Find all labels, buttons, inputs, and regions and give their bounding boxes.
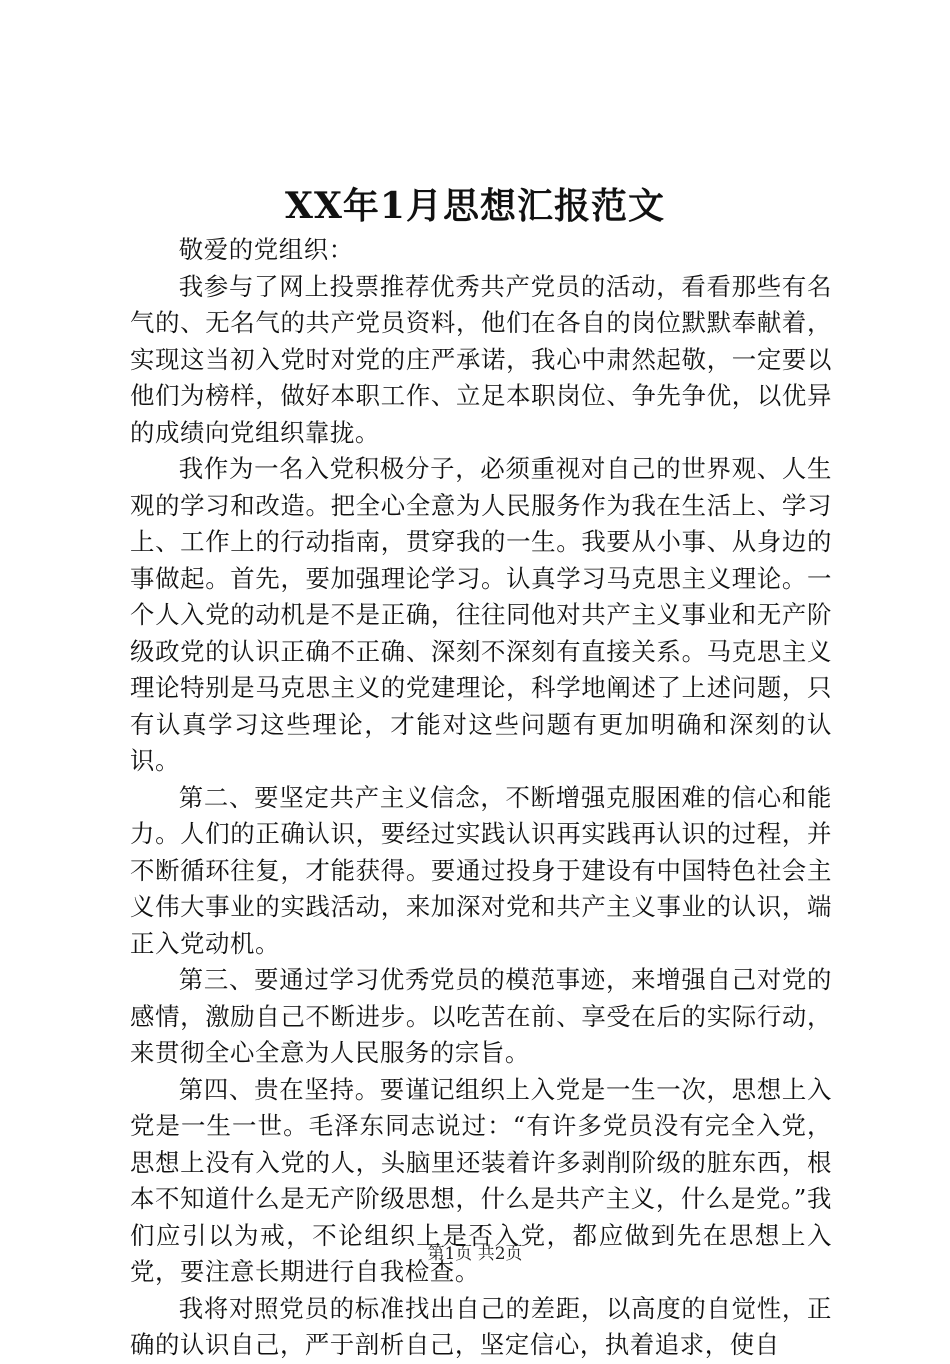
paragraph-1: 我参与了网上投票推荐优秀共产党员的活动，看看那些有名气的、无名气的共产党员资料，他们在各自的岗位默默奉献着，实现这当初入党时对党的庄严承诺，我心中肃然起敬，一定要以他们为榜样，做好本职工作、立足本职岗位、争先争优，以优异的成绩向党组织靠拢。 [130, 271, 832, 447]
paragraph-2: 我作为一名入党积极分子，必须重视对自己的世界观、人生观的学习和改造。把全心全意为人民服务作为我在生活上、学习上、工作上的行动指南，贯穿我的一生。我要从小事、从身边的事做起。首先，要加强理论学习。认真学习马克思主义理论。一个人入党的动机是不是正确，往往同他对共产主义事业和无产阶级政党的认识正确不正确、深刻不深刻有直接关系。马克思主义理论特别是马克思主义的党建理论，科学地阐述了上述问题，只有认真学习这些理论，才能对这些问题有更加明确和深刻的认识。 [130, 454, 832, 775]
document-body [130, 232, 832, 1364]
paragraph-4: 第三、要通过学习优秀党员的模范事迹，来增强自己对党的感情，激励自己不断进步。以吃苦在前、享受在后的实际行动，来贯彻全心全意为人民服务的宗旨。 [130, 965, 832, 1067]
paragraph-5: 第四、贵在坚持。要谨记组织上入党是一生一次，思想上入党是一生一世。毛泽东同志说过：“有许多党员没有完全入党，思想上没有入党的人，头脑里还装着许多剥削阶级的脏东西，根本不知道什么是无产阶级思想，什么是共产主义，什么是党。”我们应引以为戒，不论组织上是否入党，都应做到先在思想上入党，要注意长期进行自我检查。 [130, 1074, 832, 1286]
page-footer: 第1页 共2页 [427, 1244, 523, 1264]
document-title: XX年1月思想汇报范文 [285, 185, 665, 227]
salutation: 敬爱的党组织： [178, 235, 354, 264]
paragraph-6: 我将对照党员的标准找出自己的差距，以高度的自觉性，正确的认识自己，严于剖析自己，坚定信心，执着追求，使自 [130, 1293, 832, 1359]
paragraph-3: 第二、要坚定共产主义信念，不断增强克服困难的信心和能力。人们的正确认识，要经过实践认识再实践再认识的过程，并不断循环往复，才能获得。要通过投身于建设有中国特色社会主义伟大事业的实践活动，来加深对党和共产主义事业的认识，端正入党动机。 [130, 782, 832, 958]
